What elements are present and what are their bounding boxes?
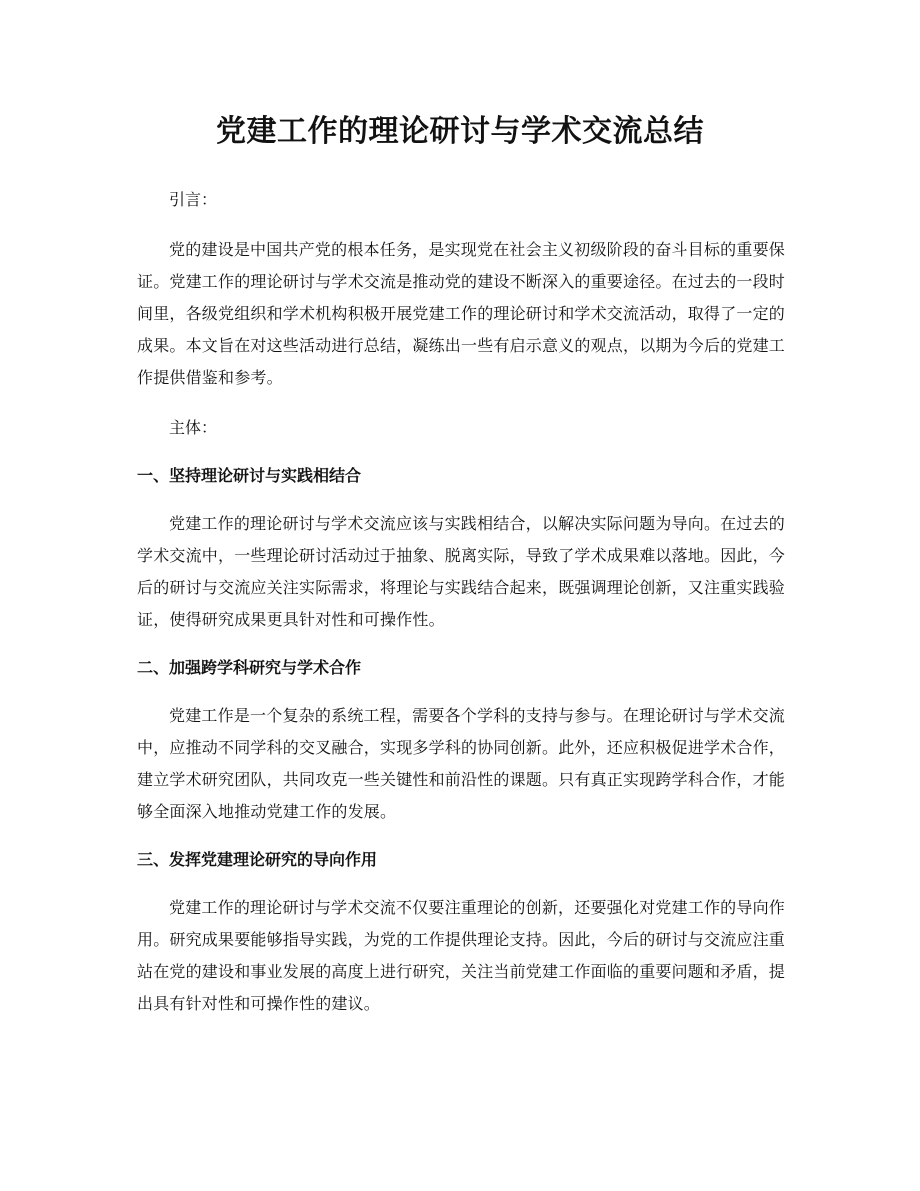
document-body [137, 184, 785, 1020]
intro-label: 引言： [169, 190, 218, 209]
section-heading-1: 一、坚持理论研讨与实践相结合 [137, 466, 362, 485]
spacer [137, 394, 785, 412]
spacer [137, 492, 785, 508]
spacer [137, 828, 785, 844]
intro-paragraph: 党的建设是中国共产党的根本任务，是实现党在社会主义初级阶段的奋斗目标的重要保证。党建工作的理论研讨与学术交流是推动党的建设不断深入的重要途径。在过去的一段时间里，各级党组织和学术机构积极开展党建工作的理论研讨和学术交流活动，取得了一定的成果。本文旨在对这些活动进行总结，凝练出一些有启示意义的观点，以期为今后的党建工作提供借鉴和参考。 [137, 240, 786, 387]
body-label: 主体： [169, 418, 218, 437]
document-title: 党建工作的理论研讨与学术交流总结 [216, 114, 704, 149]
spacer [137, 876, 785, 892]
spacer [137, 444, 785, 460]
spacer [137, 216, 785, 234]
section-paragraph-1: 党建工作的理论研讨与学术交流应该与实践相结合，以解决实际问题为导向。在过去的学术交流中，一些理论研讨活动过于抽象、脱离实际，导致了学术成果难以落地。因此，今后的研讨与交流应关注实际需求，将理论与实践结合起来，既强调理论创新，又注重实践验证，使得研究成果更具针对性和可操作性。 [137, 514, 786, 629]
section-heading-3: 三、发挥党建理论研究的导向作用 [137, 850, 378, 869]
section-paragraph-2: 党建工作是一个复杂的系统工程，需要各个学科的支持与参与。在理论研讨与学术交流中，应推动不同学科的交叉融合，实现多学科的协同创新。此外，还应积极促进学术合作，建立学术研究团队，共同攻克一些关键性和前沿性的课题。只有真正实现跨学科合作，才能够全面深入地推动党建工作的发展。 [137, 706, 786, 821]
section-paragraph-3: 党建工作的理论研讨与学术交流不仅要注重理论的创新，还要强化对党建工作的导向作用。研究成果要能够指导实践，为党的工作提供理论支持。因此，今后的研讨与交流应注重站在党的建设和事业发展的高度上进行研究，关注当前党建工作面临的重要问题和矛盾，提出具有针对性和可操作性的建议。 [137, 898, 786, 1013]
spacer [137, 636, 785, 652]
spacer [137, 684, 785, 700]
section-heading-2: 二、加强跨学科研究与学术合作 [137, 658, 362, 677]
